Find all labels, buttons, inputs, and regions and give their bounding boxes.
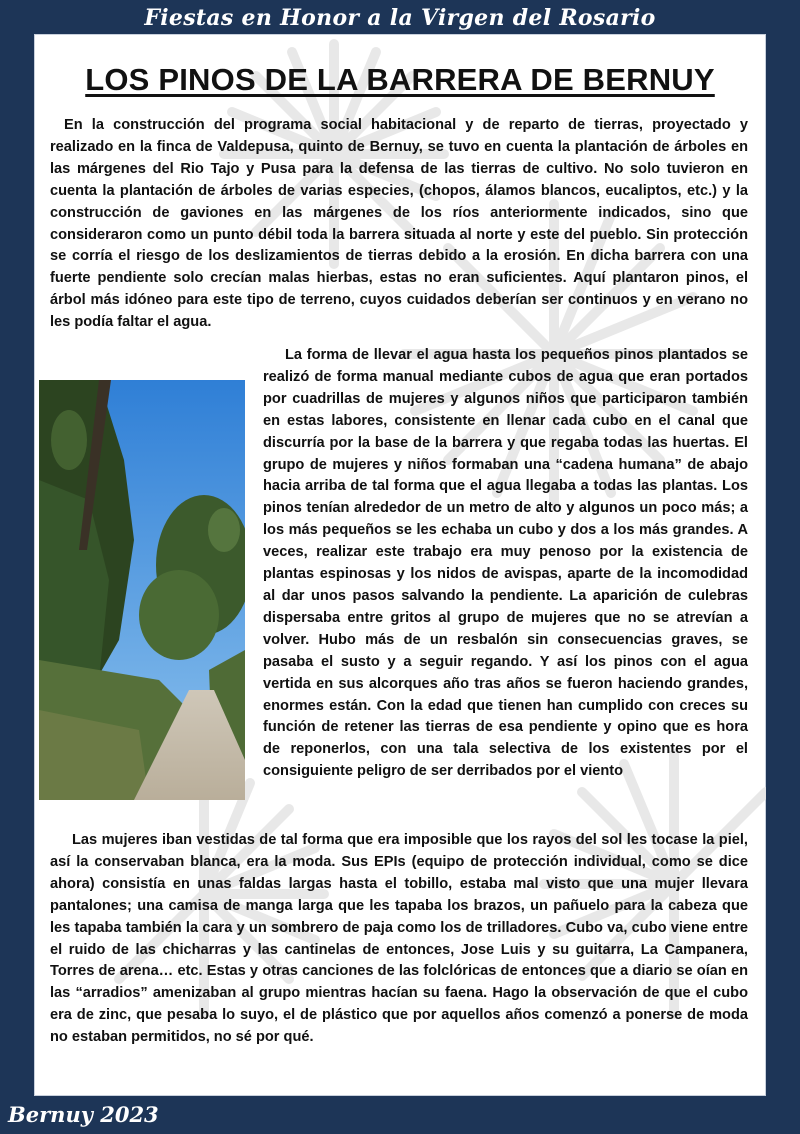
article-title: LOS PINOS DE LA BARRERA DE BERNUY — [85, 62, 715, 97]
footer-label: Bernuy 2023 — [8, 1102, 159, 1127]
header-banner: Fiestas en Honor a la Virgen del Rosario — [144, 5, 656, 31]
article-body — [34, 34, 766, 1096]
article-paragraph-3: Las mujeres iban vestidas de tal forma que era imposible que los rayos del sol les tocase la piel, así la conservaban blanca, era la moda. Sus EPIs (equipo de protección individual, como se dice ahora) consistía en unas faldas largas hasta el tobillo, estaba mal visto que una mujer llevara pantalones; una camisa de manga larga que les tapaba los brazos, un pañuelo para la cabeza que les tapaba también la cara y un sombrero de paja como los de trilladores. Cubo va, cubo viene entre el ruido de las chicharras y las cantinelas de entonces, Jose Luis y su guitarra, La Campanera, Torres de arena… etc. Estas y otras canciones de las folclóricas de entonces que a diario se oían en las “arradios” amenizaban al grupo mientras hacían su faena. Hago la observación de que el cubo era de zinc, que pesaba lo suyo, el de plástico que por aquellos años comenzó a ponerse de moda no estaban permitidos, no sé por qué. — [50, 832, 748, 1046]
page-sheet — [34, 34, 766, 1096]
article-paragraph-1: En la construcción del programa social habitacional y de reparto de tierras, proyectado y realizado en la finca de Valdepusa, quinto de Bernuy, se tuvo en cuenta la plantación de árboles en las márgenes del Rio Tajo y Pusa para la defensa de las tierras de cultivo. No solo tuvieron en cuenta la plantación de árboles de varias especies, (chopos, álamos blancos, eucaliptos, etc.) y la construcción de gaviones en las márgenes de los ríos anteriormente indicados, sino que consideraron como un punto débil toda la barrera situada al norte y este del pueblo. Sin protección se corría el riesgo de los deslizamientos de tierras debido a la erosión. En dicha barrera con una fuerte pendiente solo crecían malas hierbas, estas no eran suficientes. Aquí plantaron pinos, el árbol más idóneo para este tipo de terreno, cuyos cuidados deberían ser continuos y en verano no les podía faltar el agua. — [50, 117, 748, 331]
pine-path-photo — [39, 380, 245, 800]
pine-path-illustration — [39, 380, 245, 800]
article-paragraph-2: La forma de llevar el agua hasta los pequeños pinos plantados se realizó de forma manual mediante cubos de agua que eran portados por cuadrillas de mujeres y algunos niños que participaron también en estas labores, consistente en llenar cada cubo en el canal que discurría por la base de la barrera y que regaba todas las huertas. El grupo de mujeres y niños formaban una “cadena humana” de abajo hacia arriba de tal forma que el agua llegaba a todas las plantas. Los pinos tenían alrededor de un metro de alto y algunos un poco más; a los más pequeños se les echaba un cubo y dos a los más grandes. A veces, realizar este trabajo era muy penoso por la existencia de plantas espinosas y los nidos de avispas, aparte de la incomodidad al dar unos pasos salvando la pendiente. La aparición de culebras dispersaba entre gritos al grupo de mujeres que no se atrevían a volver. Hubo más de un resbalón sin consecuencias graves, se pasaba el susto y a seguir regando. Y así los pinos con el agua vertida en sus alcorques año tras años se fueron haciendo grandes, enormes están. Con la edad que tienen han cumplido con creces su función de retener las tierras de esa pendiente y opino que es hora de reponerlos, con una tala selectiva de los existentes por el consiguiente peligro de ser derribados por el viento — [263, 347, 748, 780]
